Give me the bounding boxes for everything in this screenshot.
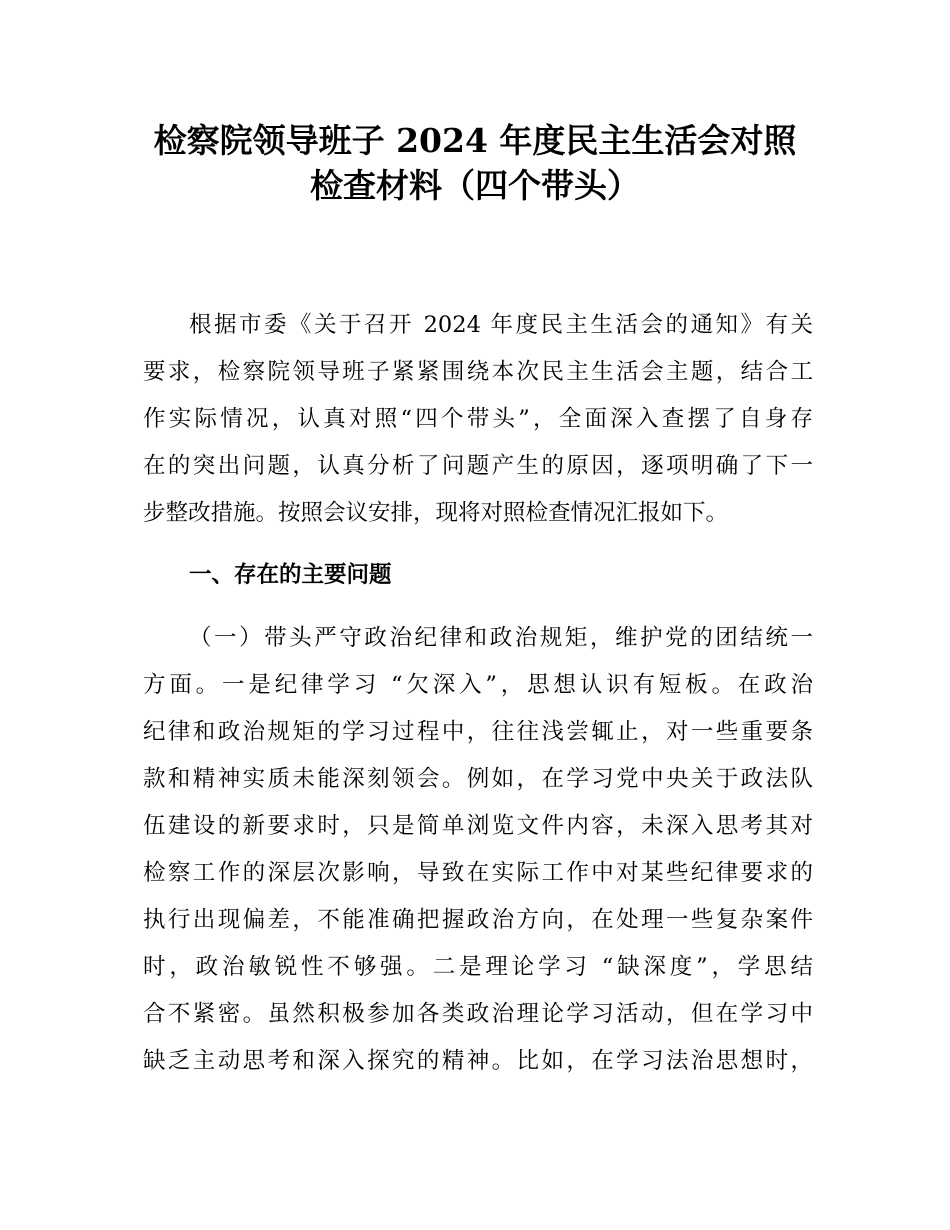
document-title-line-2: 检查材料（四个带头） — [310, 166, 640, 205]
document-title-line-1: 检察院领导班子 2024 年度民主生活会对照 — [153, 121, 797, 160]
intro-paragraph-line: 根据市委《关于召开 2024 年度民主生活会的通知》有关 — [189, 312, 813, 338]
section-paragraph-line: 合不紧密。虽然积极参加各类政治理论学习活动，但在学习中 — [143, 1001, 813, 1027]
section-paragraph-line: （一）带头严守政治纪律和政治规矩，维护党的团结统一 — [189, 625, 813, 651]
section-paragraph-line: 执行出现偏差，不能准确把握政治方向，在处理一些复杂案件 — [143, 907, 813, 933]
section-paragraph-line: 方面。一是纪律学习 “欠深入”，思想认识有短板。在政治 — [143, 672, 813, 698]
section-paragraph-line: 检察工作的深层次影响，导致在实际工作中对某些纪律要求的 — [143, 860, 813, 886]
intro-paragraph-line: 作实际情况，认真对照“四个带头”，全面深入查摆了自身存 — [143, 406, 813, 432]
intro-paragraph-line: 步整改措施。按照会议安排，现将对照检查情况汇报如下。 — [143, 500, 729, 526]
section-paragraph-line: 时，政治敏锐性不够强。二是理论学习 “缺深度”，学思结 — [143, 954, 813, 980]
section-paragraph-line: 款和精神实质未能深刻领会。例如，在学习党中央关于政法队 — [143, 766, 813, 792]
section-heading: 一、存在的主要问题 — [189, 562, 392, 588]
intro-paragraph-line: 要求，检察院领导班子紧紧围绕本次民主生活会主题，结合工 — [143, 359, 813, 385]
section-paragraph-line: 纪律和政治规矩的学习过程中，往往浅尝辄止，对一些重要条 — [143, 719, 813, 745]
section-paragraph-line: 缺乏主动思考和深入探究的精神。比如，在学习法治思想时， — [143, 1048, 813, 1074]
intro-paragraph-line: 在的突出问题，认真分析了问题产生的原因，逐项明确了下一 — [143, 453, 813, 479]
section-paragraph-line: 伍建设的新要求时，只是简单浏览文件内容，未深入思考其对 — [143, 813, 813, 839]
